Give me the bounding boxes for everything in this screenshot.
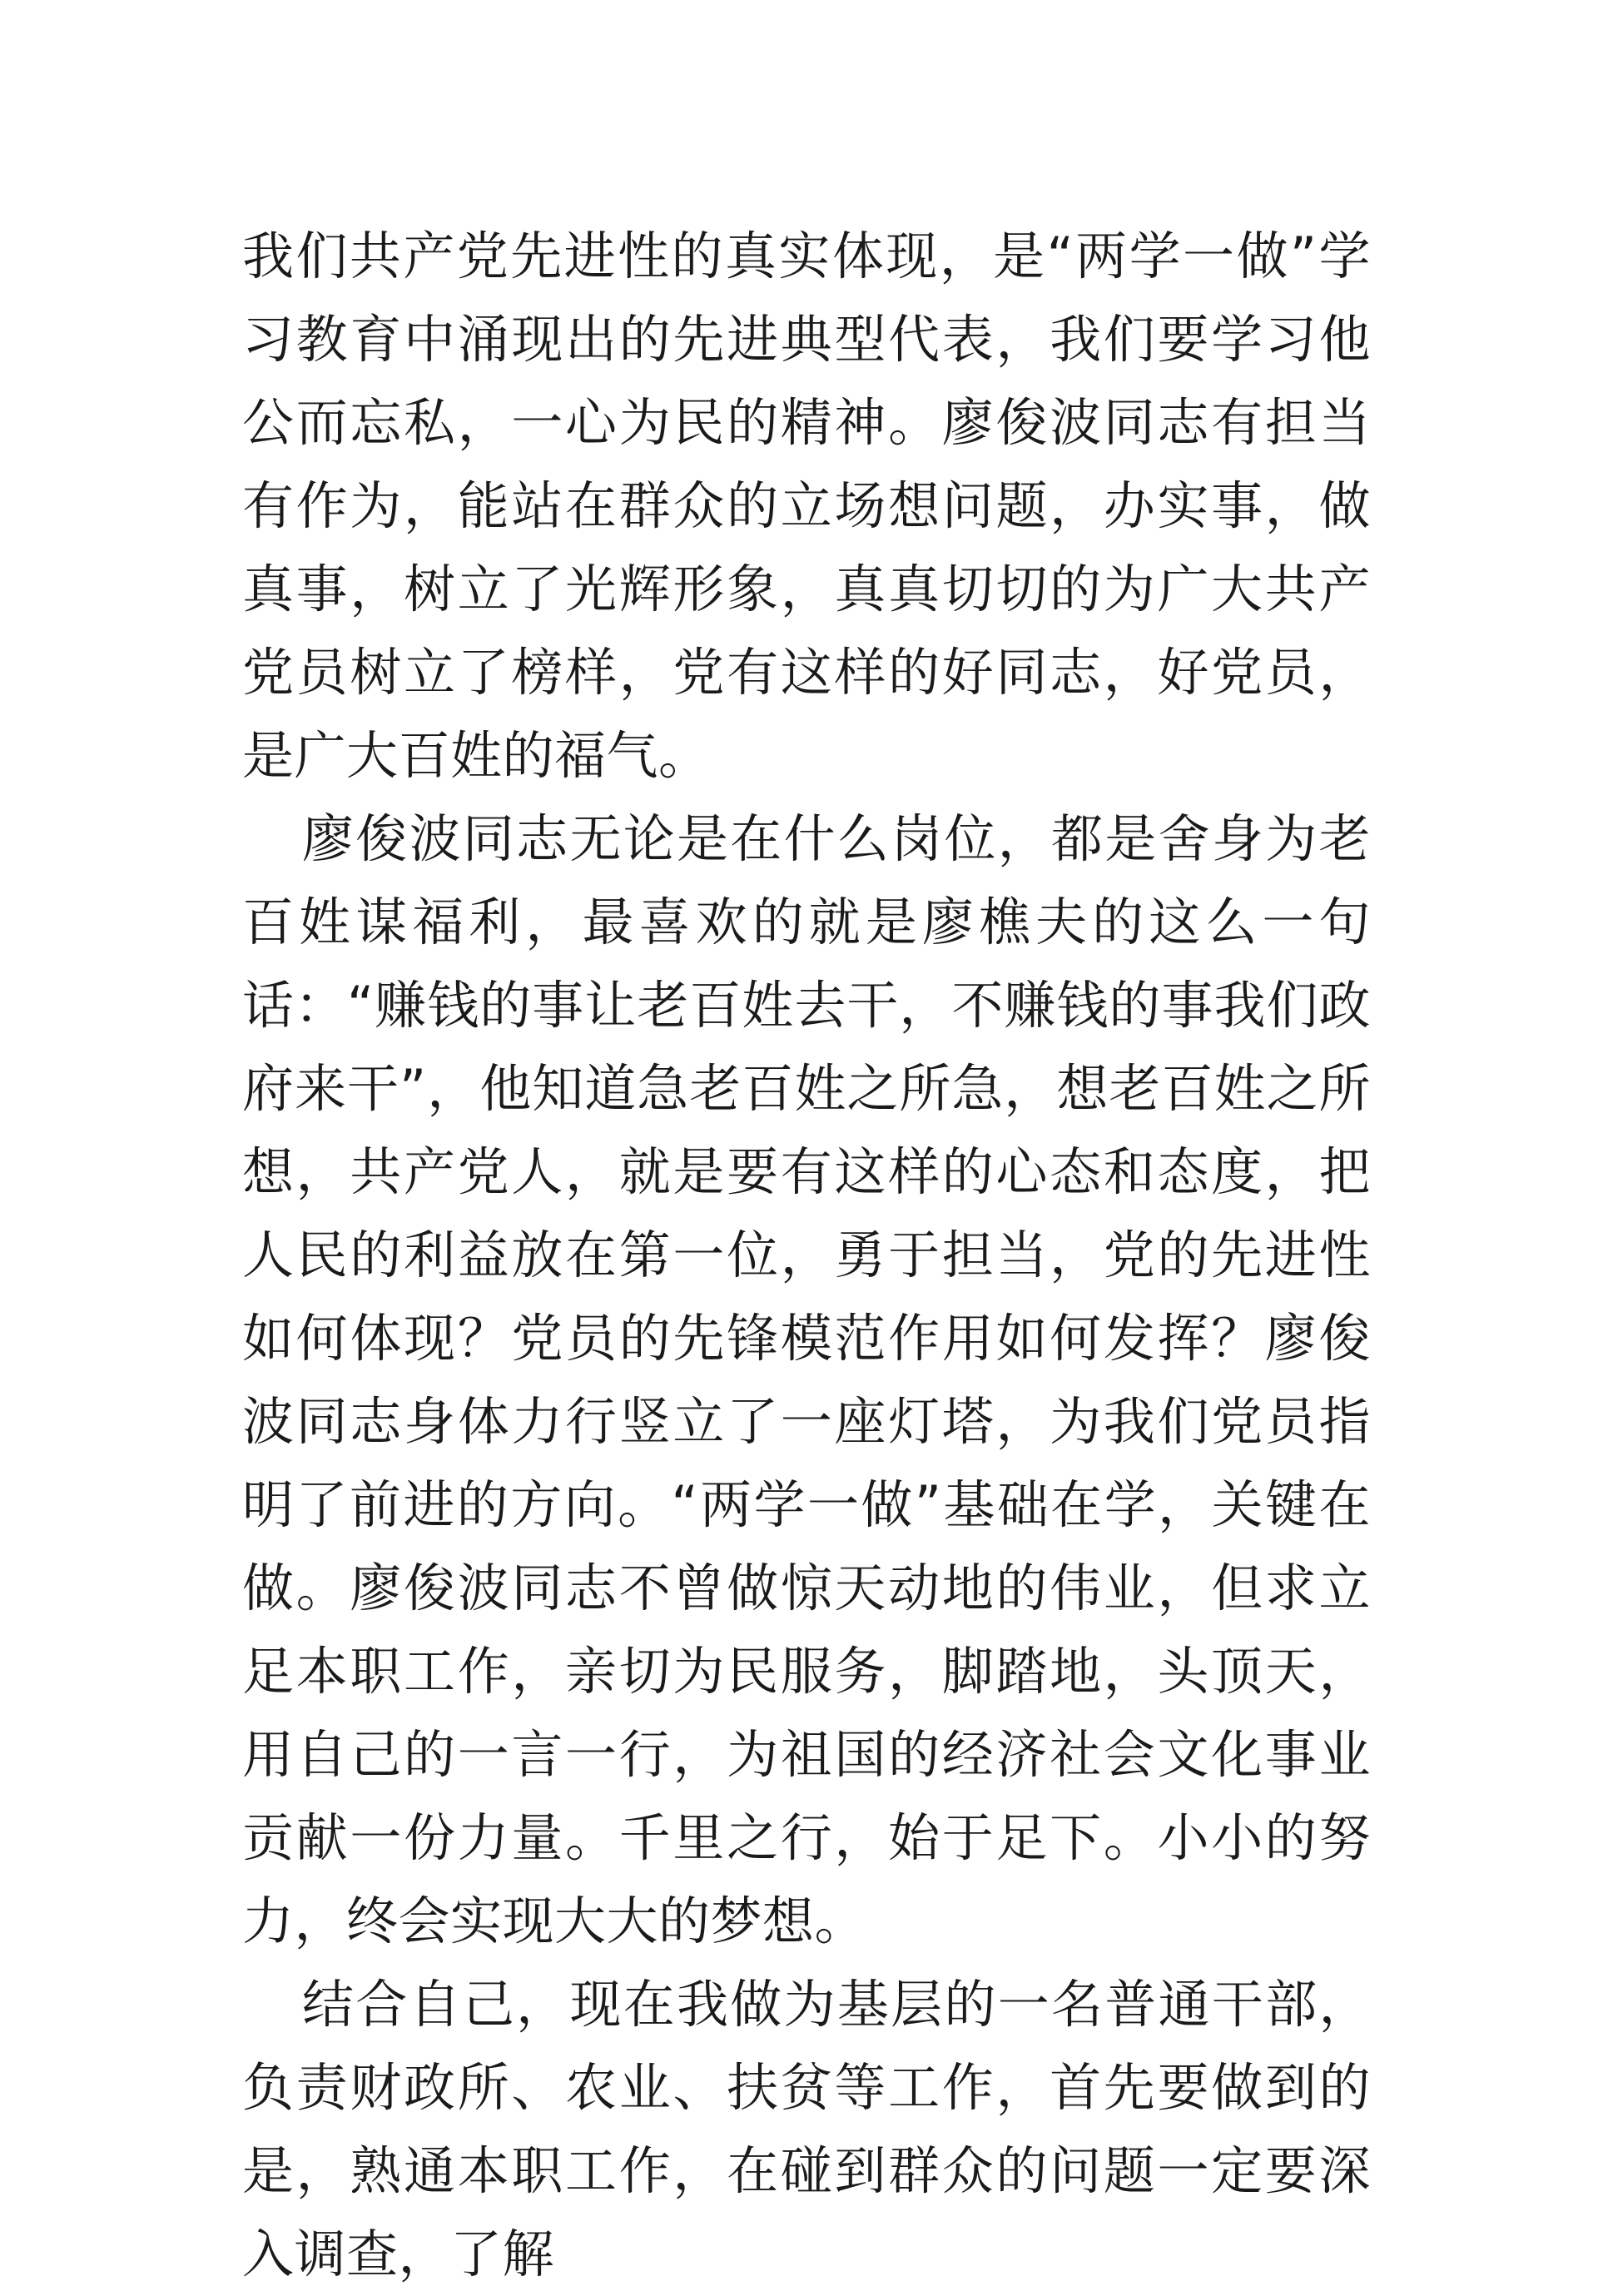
paragraph-continuation: 我们共产党先进性的真实体现，是“两学一做”学习教育中涌现出的先进典型代表，我们要学习他公而忘私，一心为民的精神。廖俊波同志有担当有作为，能站在群众的立场想问题，办实事，做真事，树立了光辉形象，真真切切的为广大共产党员树立了榜样，党有这样的好同志，好党员，是广大百姓的福气。 — [242, 226, 1371, 786]
body-text — [242, 215, 1371, 2296]
paragraph-liao-junbo-service: 廖俊波同志无论是在什么岗位，都是舍身为老百姓谋福利，最喜欢的就是廖樵夫的这么一句话：“赚钱的事让老百姓去干，不赚钱的事我们政府来干”，他知道急老百姓之所急，想老百姓之所想，共产党人，就是要有这样的心态和态度，把人民的利益放在第一位，勇于担当，党的先进性如何体现？党员的先锋模范作用如何发挥？廖俊波同志身体力行竖立了一座灯塔，为我们党员指明了前进的方向。“两学一做”基础在学，关键在做。廖俊波同志不曾做惊天动地的伟业，但求立足本职工作，亲切为民服务，脚踏地，头顶天，用自己的一言一行，为祖国的经济社会文化事业贡献一份力量。千里之行，始于足下。小小的努力，终会实现大大的梦想。 — [242, 808, 1371, 1951]
paragraph-personal-reflection: 结合自己，现在我做为基层的一名普通干部，负责财政所、农业、扶贫等工作，首先要做到的是，熟通本职工作，在碰到群众的问题一定要深入调查，了解 — [242, 1974, 1371, 2284]
